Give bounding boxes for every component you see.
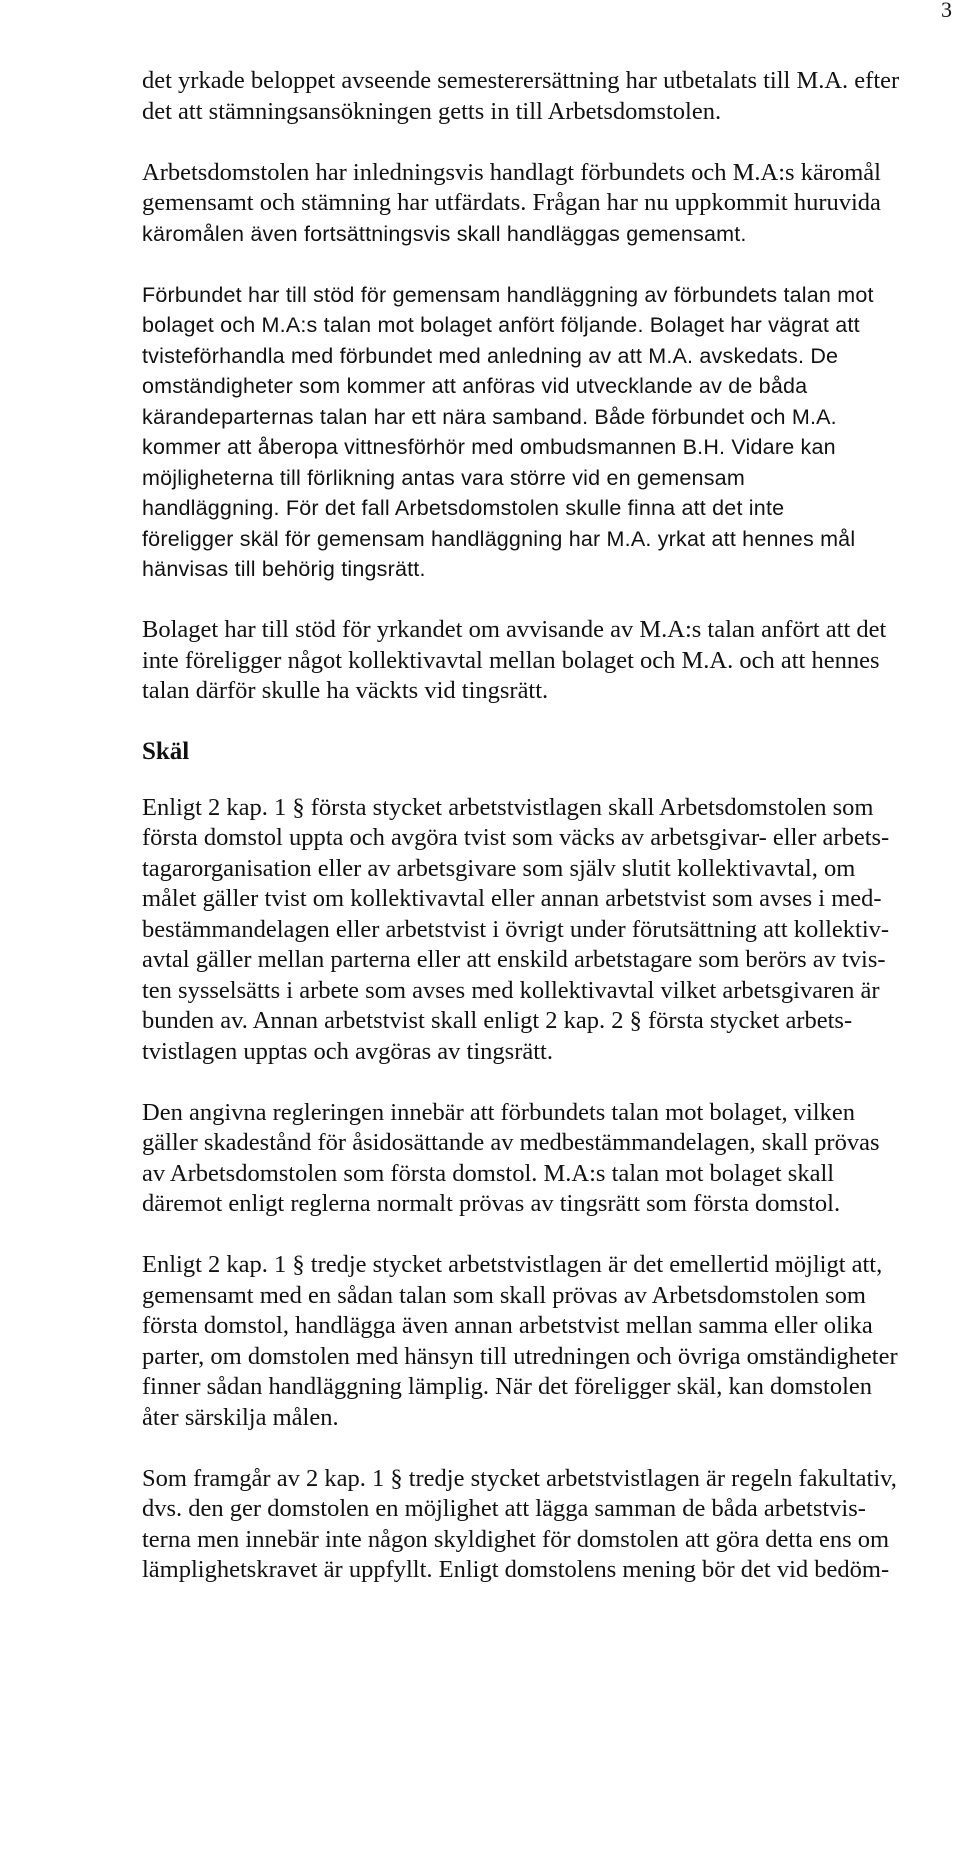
text-line: gemensamt med en sådan talan som skall prövas av Arbetsdomstolen som (142, 1281, 866, 1309)
paragraph (142, 793, 942, 1068)
text-line: första domstol, handlägga även annan arbetstvist mellan samma eller olika (142, 1312, 873, 1339)
text-line: Arbetsdomstolen har inledningsvis handlagt förbundets och M.A:s käromål (142, 158, 881, 186)
text-line: avtal gäller mellan parterna eller att enskild arbetstagare som berörs av tvis- (142, 946, 886, 973)
text-line: ten sysselsätts i arbete som avses med kollektivavtal vilket arbetsgivaren är (142, 976, 880, 1004)
text-line: Enligt 2 kap. 1 § första stycket arbetstvistlagen skall Arbetsdomstolen som (142, 793, 874, 821)
text-line: tagarorganisation eller av arbetsgivare som själv slutit kollektivavtal, om (142, 854, 856, 882)
text-line: bolaget och M.A:s talan mot bolaget anfört följande. Bolaget har vägrat att (142, 313, 860, 337)
page-number: 3 (941, 0, 952, 22)
document-body (142, 66, 942, 1616)
text-line: Enligt 2 kap. 1 § tredje stycket arbetstvistlagen är det emellertid möjligt att, (142, 1251, 883, 1278)
paragraph (142, 158, 942, 250)
text-line: gemensamt och stämning har utfärdats. Frågan har nu uppkommit huruvida (142, 189, 881, 216)
paragraph (142, 1250, 942, 1433)
text-line: Bolaget har till stöd för yrkandet om avvisande av M.A:s talan anfört att det (142, 616, 887, 643)
text-line: talan därför skulle ha väckts vid tingsrätt. (142, 677, 549, 704)
text-line: möjligheterna till förlikning antas vara större vid en gemensam (142, 465, 745, 490)
text-line: tvistlagen upptas och avgöras av tingsrätt. (142, 1037, 553, 1065)
text-line: första domstol uppta och avgöra tvist som väcks av arbetsgivar- eller arbets- (142, 824, 890, 851)
text-line: kommer att åberopa vittnesförhör med ombudsmannen B.H. Vidare kan (142, 435, 836, 459)
text-line: Förbundet har till stöd för gemensam handläggning av förbundets talan mot (142, 282, 874, 307)
text-line: omständigheter som kommer att anföras vid utvecklande av de båda (142, 374, 808, 398)
paragraph (142, 615, 942, 707)
text-line: lämplighetskravet är uppfyllt. Enligt domstolens mening bör det vid bedöm- (142, 1556, 890, 1583)
text-line: föreligger skäl för gemensam handläggning har M.A. yrkat att hennes mål (142, 526, 856, 551)
paragraph (142, 1098, 942, 1220)
text-line: tvisteförhandla med förbundet med anledning av att M.A. avskedats. De (142, 343, 839, 368)
text-line: Som framgår av 2 kap. 1 § tredje stycket arbetstvistlagen är regeln fakultativ, (142, 1464, 897, 1492)
text-line: inte föreligger något kollektivavtal mellan bolaget och M.A. och att hennes (142, 646, 880, 674)
text-line: Den angivna regleringen innebär att förbundets talan mot bolaget, vilken (142, 1098, 855, 1126)
text-line: av Arbetsdomstolen som första domstol. M.A:s talan mot bolaget skall (142, 1159, 835, 1187)
text-line: målet gäller tvist om kollektivavtal eller annan arbetstvist som avses i med- (142, 885, 882, 912)
text-line: dvs. den ger domstolen en möjlighet att lägga samman de båda arbetstvis- (142, 1495, 866, 1522)
paragraph (142, 66, 942, 127)
text-line: det yrkade beloppet avseende semesterersättning har utbetalats till M.A. efter (142, 67, 900, 94)
text-line: hänvisas till behörig tingsrätt. (142, 557, 426, 581)
text-line: bunden av. Annan arbetstvist skall enligt 2 kap. 2 § första stycket arbets- (142, 1007, 853, 1034)
text-line: terna men innebär inte någon skyldighet för domstolen att göra detta ens om (142, 1525, 890, 1553)
text-line: handläggning. För det fall Arbetsdomstolen skulle finna att det inte (142, 496, 785, 520)
text-line: parter, om domstolen med hänsyn till utredningen och övriga omständigheter (142, 1342, 898, 1370)
text-line: kärandeparternas talan har ett nära samband. Både förbundet och M.A. (142, 404, 837, 429)
text-line: gäller skadestånd för åsidosättande av medbestämmandelagen, skall prövas (142, 1129, 880, 1156)
text-line: det att stämningsansökningen getts in till Arbetsdomstolen. (142, 97, 722, 125)
paragraph (142, 1464, 942, 1586)
paragraph (142, 280, 942, 585)
text-line: finner sådan handläggning lämplig. När det föreligger skäl, kan domstolen (142, 1373, 873, 1400)
text-line: käromålen även fortsättningsvis skall handläggas gemensamt. (142, 221, 747, 246)
text-line: bestämmandelagen eller arbetstvist i övrigt under förutsättning att kollektiv- (142, 915, 890, 943)
text-line: åter särskilja målen. (142, 1403, 339, 1431)
text-line: däremot enligt reglerna normalt prövas av tingsrätt som första domstol. (142, 1190, 841, 1217)
section-heading: Skäl (142, 738, 190, 765)
